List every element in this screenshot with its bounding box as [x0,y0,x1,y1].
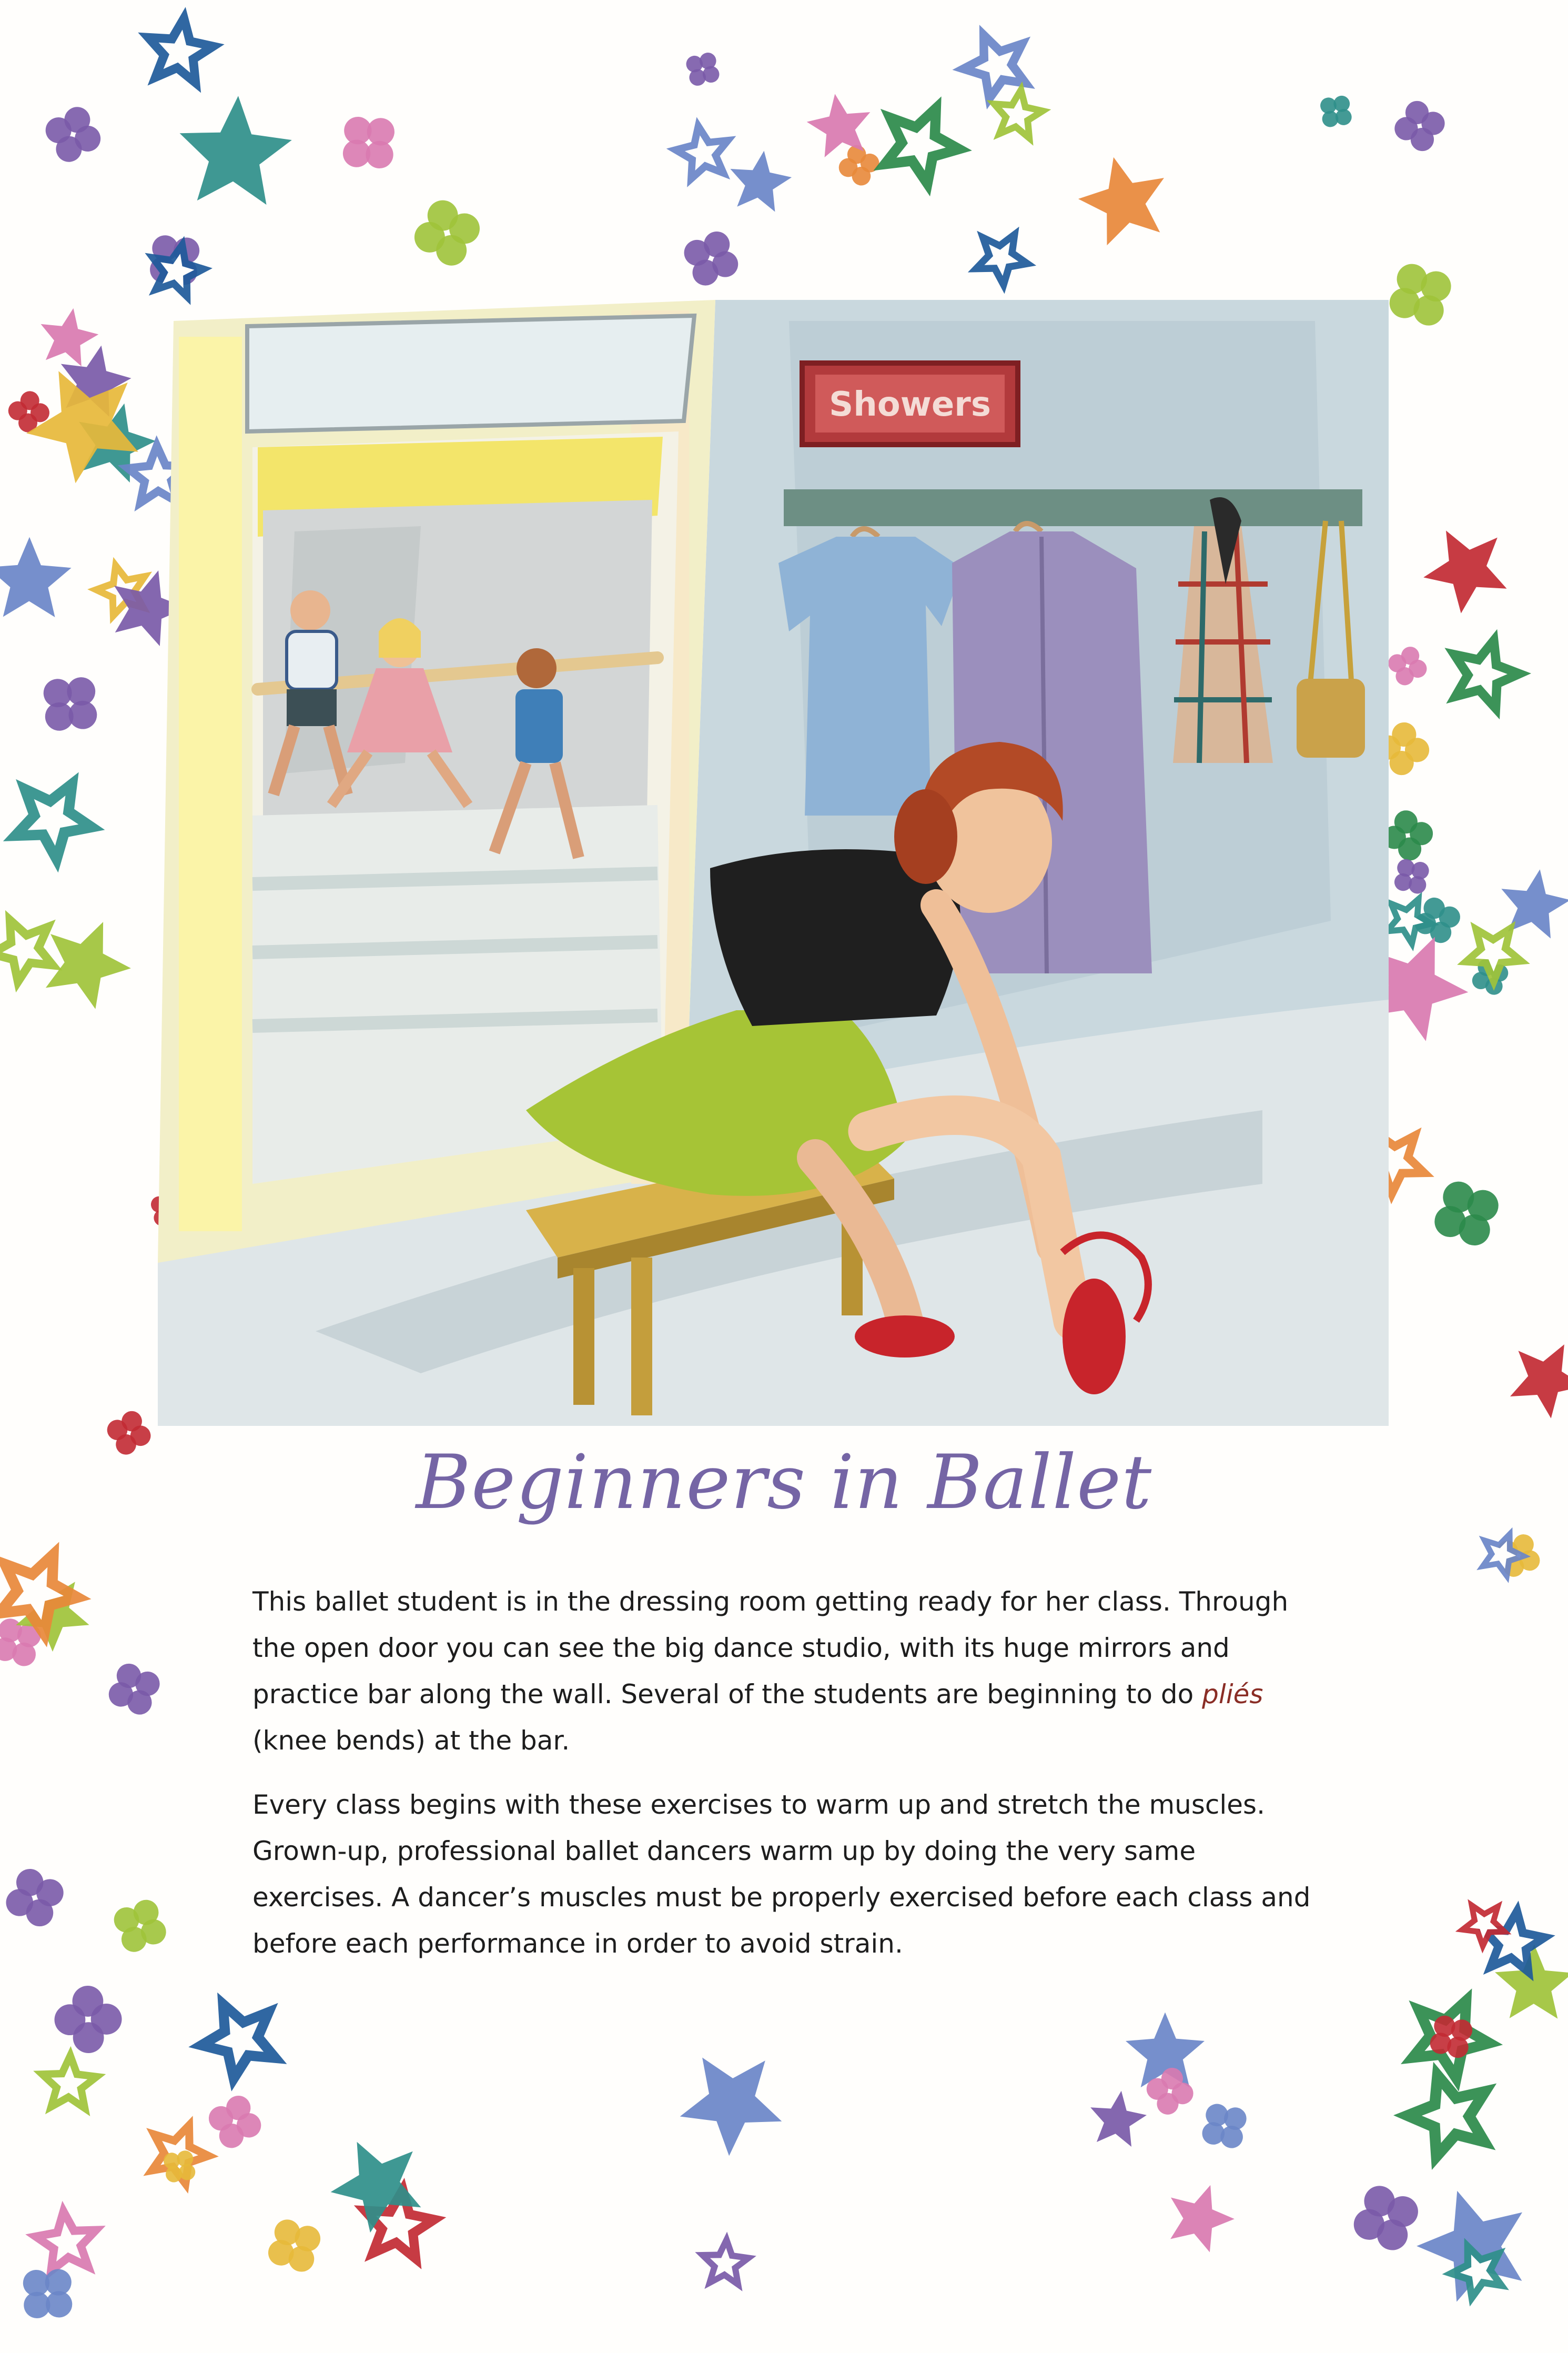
cross-shape [1376,250,1465,339]
cross-shape [407,193,488,273]
star-shape [680,2058,782,2156]
star-shape [1090,2091,1147,2147]
cross-shape [674,222,747,295]
star-shape [41,308,99,367]
cross-shape [327,100,411,185]
cross-shape [1311,87,1361,136]
paragraph-1-text: This ballet student is in the dressing room getting ready for her class. Through the open door you can see the big dance studio, with its huge mirrors and practice bar along the wall. Several of the students are beginning to do [252,1586,1289,1710]
showers-sign [802,363,1018,445]
plies-term: pliés [1202,1679,1263,1710]
coat-rack [784,489,1362,526]
red-ballet-shoe-left [855,1315,955,1358]
cross-shape [678,44,727,94]
cross-shape [100,1655,169,1724]
star-shape [1170,2185,1235,2253]
cross-shape [1343,2175,1429,2261]
paragraph-1 [252,1578,1326,1764]
cross-shape [54,1985,122,2054]
star-shape [0,537,72,617]
cross-shape [1421,1169,1512,1259]
red-ballet-shoe-right [1063,1279,1126,1394]
cross-shape [27,660,114,747]
star-shape [180,96,292,205]
showers-sign-text: Showers [829,385,991,424]
door-frame-left-post [179,337,242,1231]
star-shape [730,151,792,212]
cross-shape [1383,642,1431,690]
cross-shape [203,2089,267,2154]
hair-ponytail [894,789,957,884]
page-title: Beginners in Ballet [416,1439,1152,1526]
star-shape [1078,157,1164,245]
star-shape [1510,1344,1568,1419]
paragraph-2: Every class begins with these exercises to warm up and stretch the muscles. Grown-up, professional ballet dancers warm up by doing the very same exercises. A dancer’s muscles must be properly exercised before each class and before each performance in order to avoid strain. [252,1789,1311,1959]
body-text [252,1578,1326,1985]
ballet-dressing-room-illustration [158,289,1389,1426]
star-shape [807,94,871,158]
paragraph-1-text-end: (knee bends) at the bar. [252,1725,570,1756]
cross-shape [257,2208,332,2283]
transom-window [247,316,694,431]
cross-shape [1390,96,1450,156]
cross-shape [38,99,108,169]
star-shape [46,922,131,1009]
cross-shape [104,1890,176,1962]
star-shape [1423,530,1506,613]
cross-shape [0,1861,72,1935]
cross-shape [1190,2092,1258,2160]
